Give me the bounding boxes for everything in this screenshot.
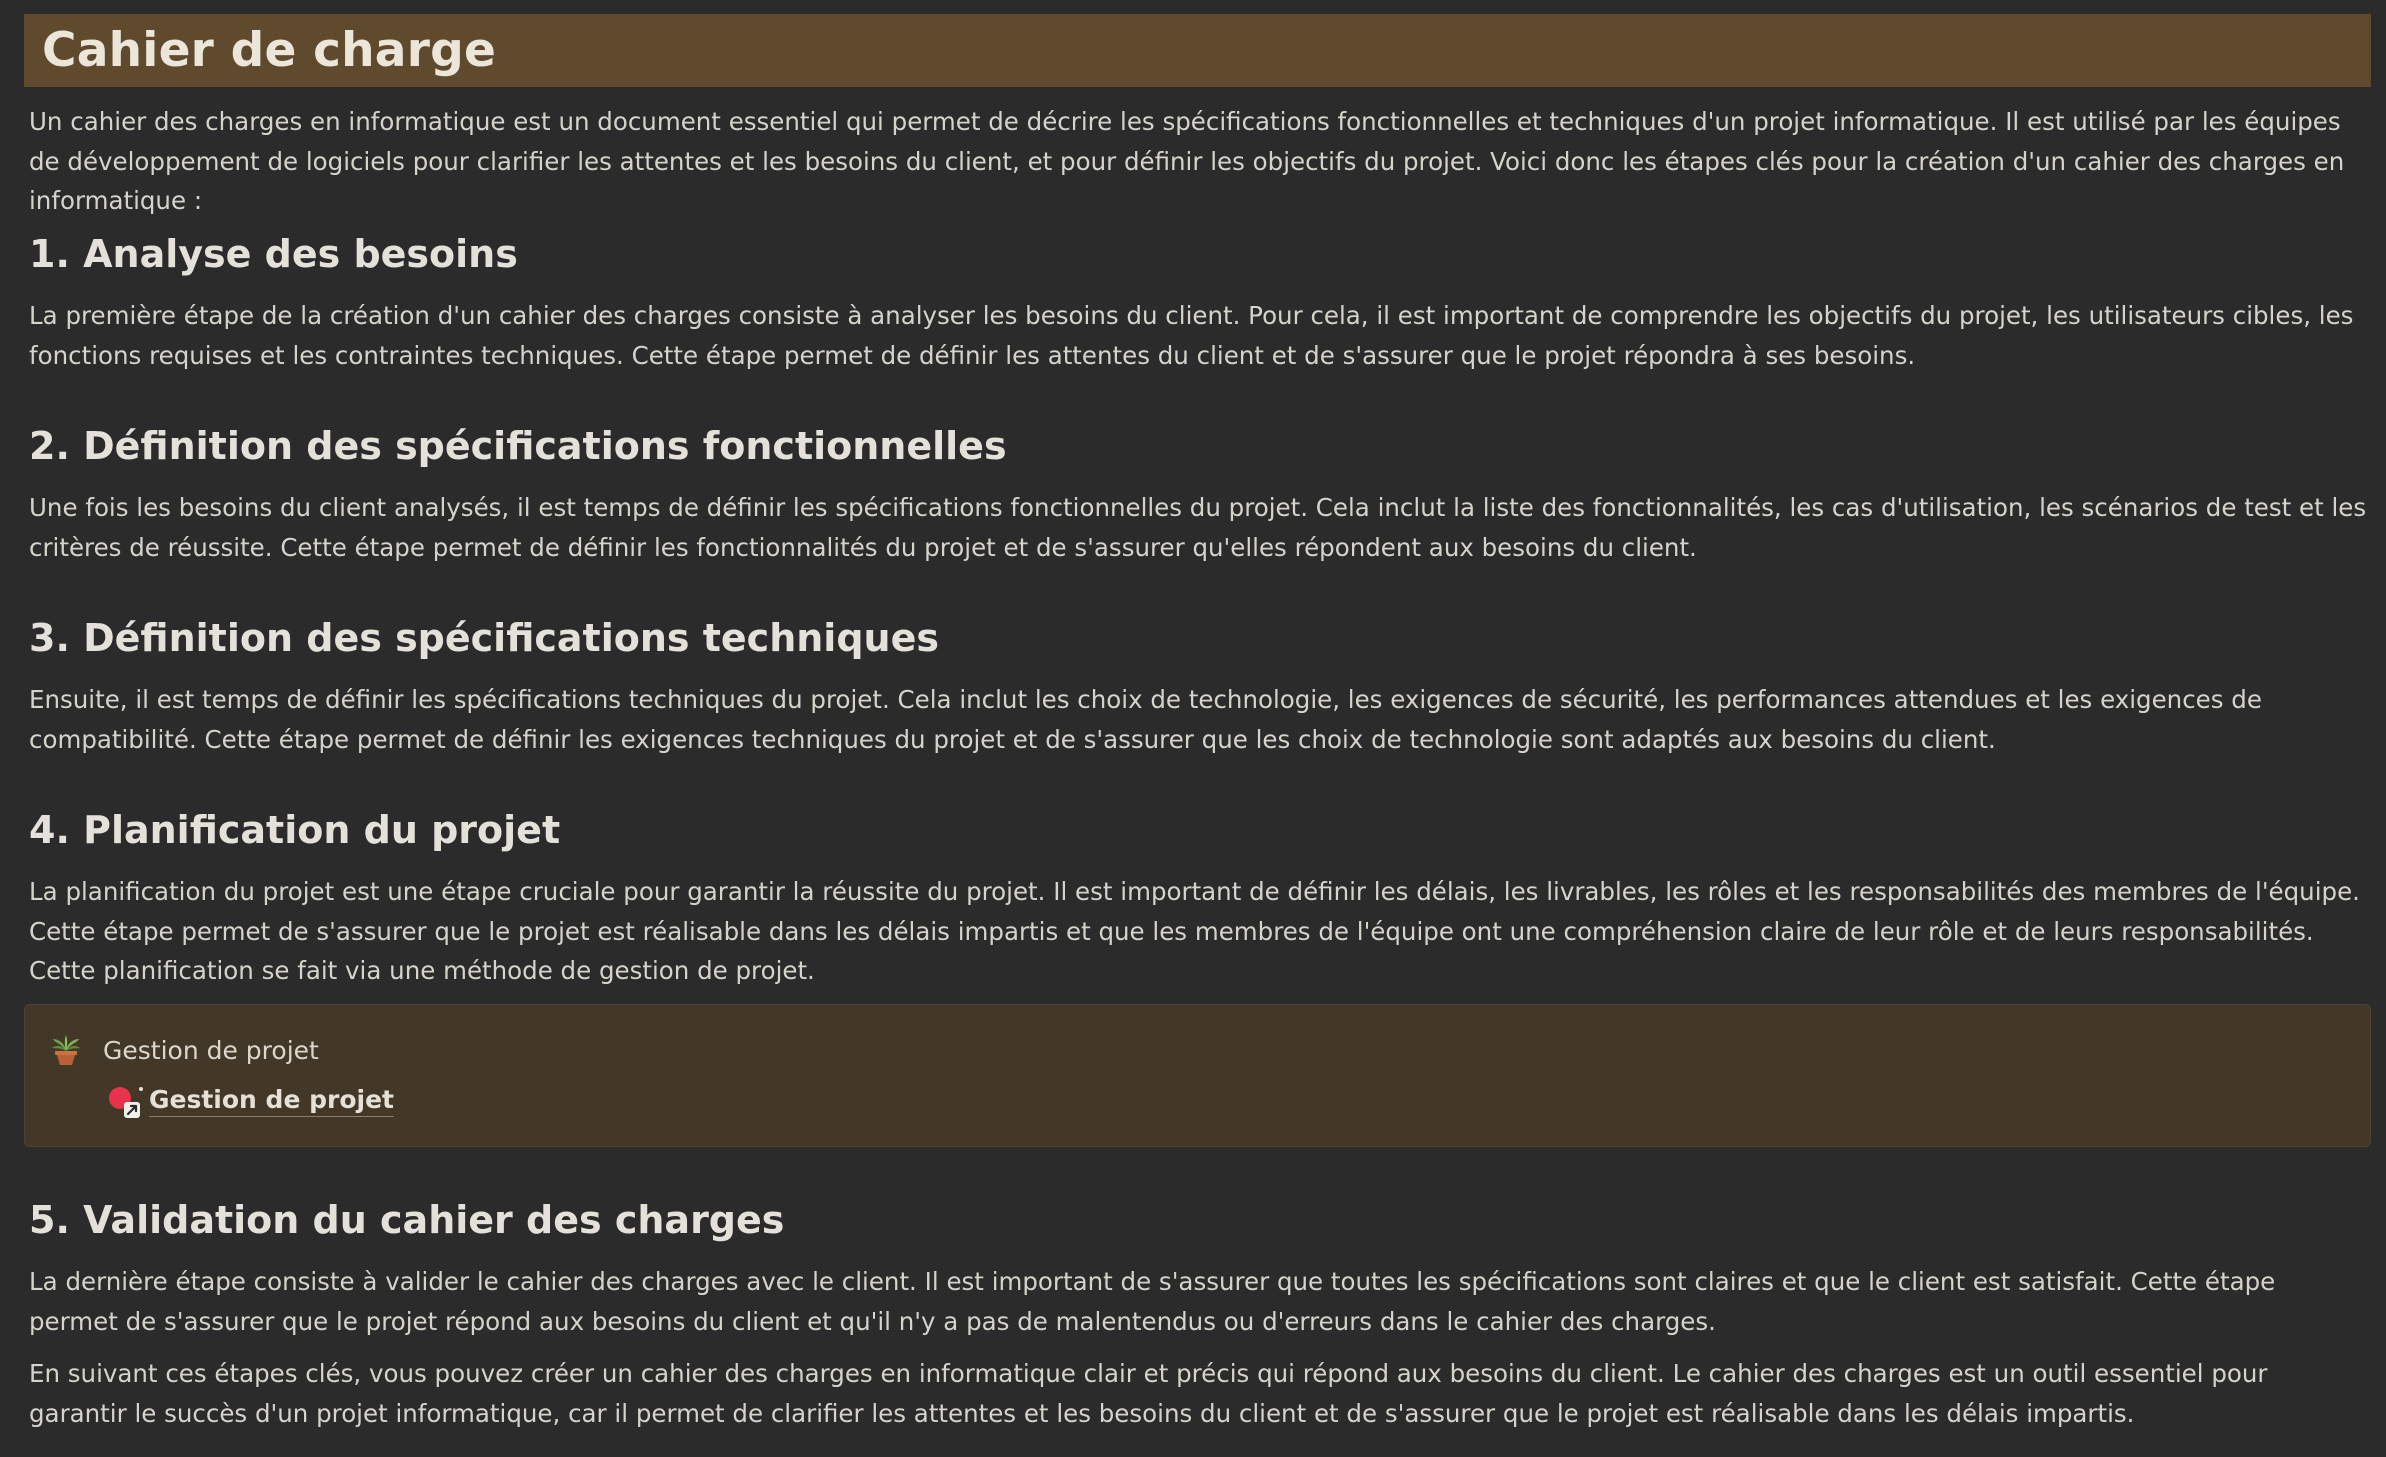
section-5 (29, 1196, 2369, 1244)
section-paragraph-planification[interactable]: La planification du projet est une étape cruciale pour garantir la réussite du projet. Il est important de définir les délais, les livrables, les rôles et les responsabilités des membres de l'équipe. Cette étape permet de s'assurer que le projet est réalisable dans les délais impartis et que les membres de l'équipe ont une compréhension claire de leur rôle et de leurs responsabilités. Cette planification se fait via une méthode de gestion de projet. (29, 877, 2360, 985)
section-paragraph-fonctionnelles[interactable]: Une fois les besoins du client analysés, il est temps de définir les spécifications fonctionnelles du projet. Cela inclut la liste des fonctionnalités, les cas d'utilisation, les scénarios de test et les critères de réussite. Cette étape permet de définir les fonctionnalités du projet et de s'assurer qu'elles répondent aux besoins du client. (29, 493, 2367, 562)
intro-block (29, 102, 2369, 221)
gestion-de-projet-link[interactable]: Gestion de projet (149, 1085, 394, 1117)
section-4-body (29, 872, 2369, 991)
section-heading-analyse[interactable]: 1. Analyse des besoins (29, 232, 518, 276)
callout-title[interactable]: Gestion de projet (103, 1035, 319, 1065)
section-5-body (29, 1262, 2369, 1341)
callout-link-row (105, 1081, 394, 1121)
page-title-bar (24, 14, 2371, 87)
callout-gestion-de-projet (24, 1004, 2371, 1147)
page-link-icon[interactable] (105, 1081, 145, 1121)
section-3-body (29, 680, 2369, 759)
section-paragraph-analyse[interactable]: La première étape de la création d'un cahier des charges consiste à analyser les besoins du client. Pour cela, il est important de comprendre les objectifs du projet, les utilisateurs cibles, les fonctions requises et les contraintes techniques. Cette étape permet de définir les attentes du client et de s'assurer que le projet répondra à ses besoins. (29, 301, 2354, 370)
section-2 (29, 422, 2369, 470)
page-title[interactable]: Cahier de charge (42, 23, 497, 78)
section-1 (29, 230, 2369, 278)
section-2-body (29, 488, 2369, 567)
section-4 (29, 806, 2369, 854)
section-heading-validation[interactable]: 5. Validation du cahier des charges (29, 1198, 785, 1242)
section-heading-planification[interactable]: 4. Planification du projet (29, 808, 561, 852)
callout-header (49, 1033, 319, 1067)
section-1-body (29, 296, 2369, 375)
intro-paragraph[interactable]: Un cahier des charges en informatique est un document essentiel qui permet de décrire les spécifications fonctionnelles et techniques d'un projet informatique. Il est utilisé par les équipes de développement de logiciels pour clarifier les attentes et les besoins du client, et pour définir les objectifs du projet. Voici donc les étapes clés pour la création d'un cahier des charges en informatique : (29, 107, 2345, 215)
section-3 (29, 614, 2369, 662)
section-paragraph-techniques[interactable]: Ensuite, il est temps de définir les spécifications techniques du projet. Cela inclut les choix de technologie, les exigences de sécurité, les performances attendues et les exigences de compatibilité. Cette étape permet de définir les exigences techniques du projet et de s'assurer que les choix de technologie sont adaptés aux besoins du client. (29, 685, 2262, 754)
section-paragraph-validation[interactable]: La dernière étape consiste à valider le cahier des charges avec le client. Il est important de s'assurer que toutes les spécifications sont claires et que le client est satisfait. Cette étape permet de s'assurer que le projet répond aux besoins du client et qu'il n'y a pas de malentendus ou d'erreurs dans le cahier des charges. (29, 1267, 2276, 1336)
section-heading-techniques[interactable]: 3. Définition des spécifications techniques (29, 616, 939, 660)
section-heading-fonctionnelles[interactable]: 2. Définition des spécifications fonctionnelles (29, 424, 1007, 468)
conclusion-block (29, 1354, 2369, 1433)
conclusion-paragraph[interactable]: En suivant ces étapes clés, vous pouvez créer un cahier des charges en informatique clair et précis qui répond aux besoins du client. Le cahier des charges est un outil essentiel pour garantir le succès d'un projet informatique, car il permet de clarifier les attentes et les besoins du client et de s'assurer que le projet est réalisable dans les délais impartis. (29, 1359, 2268, 1428)
potted-plant-icon[interactable] (49, 1033, 83, 1067)
